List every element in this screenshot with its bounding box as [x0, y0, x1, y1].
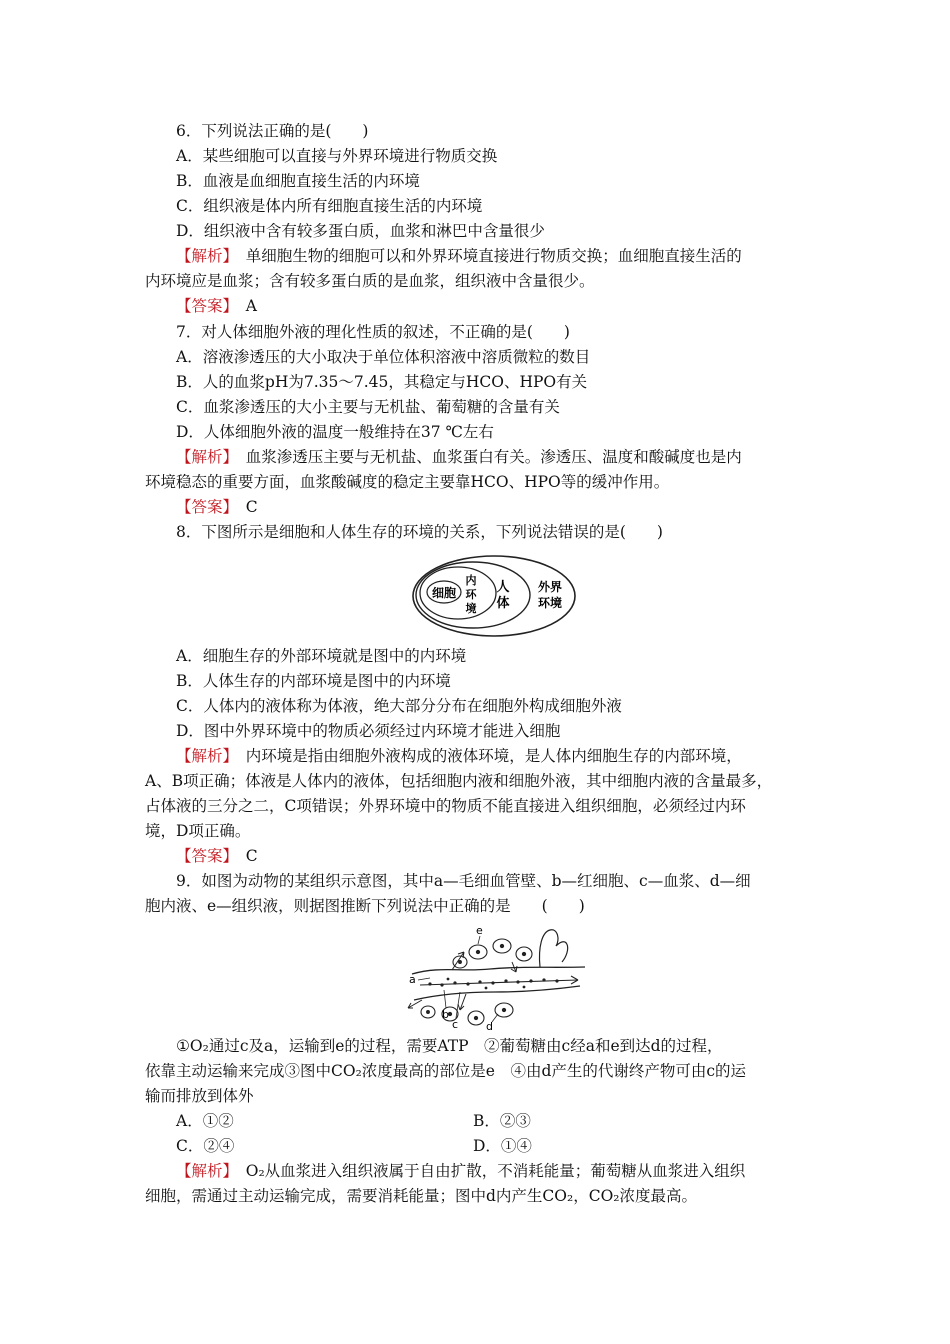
q9-option-b: B．②③: [473, 1112, 531, 1130]
label-d: d: [486, 1020, 493, 1032]
outer-env-label-2: 环境: [537, 596, 563, 610]
q9-statements-line-2: 依靠主动运输来完成③图中CO₂浓度最高的部位是e ④由d产生的代谢终产物可由c的运: [145, 1062, 747, 1080]
answer-value: C: [230, 498, 258, 516]
q7-analysis-line-1: [176, 447, 742, 467]
q7-option-a: A．溶液渗透压的大小取决于单位体积溶液中溶质微粒的数目: [176, 348, 591, 366]
q8-option-b: B．人体生存的内部环境是图中的内环境: [176, 672, 451, 690]
answer-tag: 【答案】: [176, 498, 231, 516]
q7-analysis-line-2: 环境稳态的重要方面，血浆酸碱度的稳定主要靠HCO、HPO等的缓冲作用。: [145, 473, 670, 491]
capillary-wall-lower: [414, 986, 580, 1000]
q6-answer: [176, 296, 257, 316]
answer-tag: 【答案】: [176, 297, 231, 315]
body-label-2: 体: [496, 596, 510, 611]
analysis-text: 内环境是指由细胞外液构成的液体环境，是人体内细胞生存的内部环境，: [230, 747, 742, 765]
q6-analysis-line-1: [176, 246, 742, 266]
answer-value: C: [230, 847, 258, 865]
q7-option-d: D．人体细胞外液的温度一般维持在37 ℃左右: [176, 423, 494, 441]
q7-answer: [176, 497, 258, 517]
q8-stem: 8．下图所示是细胞和人体生存的环境的关系，下列说法错误的是( ): [176, 523, 663, 541]
cell-label: 细胞: [431, 586, 457, 600]
q8-analysis-line-3: 占体液的三分之二，C项错误；外界环境中的物质不能直接进入组织细胞，必须经过内环: [145, 797, 746, 815]
analysis-text: 血浆渗透压主要与无机盐、血浆蛋白有关。渗透压、温度和酸碱度也是内: [230, 448, 742, 466]
analysis-text: O₂从血浆进入组织液属于自由扩散，不消耗能量；葡萄糖从血浆进入组织: [230, 1162, 746, 1180]
capillary-wall-upper: [412, 967, 585, 974]
q8-answer: [176, 846, 258, 866]
q9-option-a: A．①②: [176, 1112, 234, 1130]
q6-option-a: A．某些细胞可以直接与外界环境进行物质交换: [176, 147, 498, 165]
q9-option-c: C．②④: [176, 1137, 235, 1155]
q6-stem: 6．下列说法正确的是( ): [176, 122, 369, 140]
answer-value: A: [230, 297, 257, 315]
blood-flow-arrow: [420, 980, 578, 985]
label-e: e: [476, 924, 483, 937]
body-label-1: 人: [496, 580, 510, 595]
q7-option-b: B．人的血浆pH为7.35～7.45，其稳定与HCO、HPO有关: [176, 373, 588, 391]
q8-analysis-line-4: 境，D项正确。: [145, 822, 251, 840]
q9-stem-line-1: 9．如图为动物的某组织示意图，其中a—毛细血管壁、b—红细胞、c—血浆、d—细: [176, 872, 751, 890]
q7-stem: 7．对人体细胞外液的理化性质的叙述，不正确的是( ): [176, 323, 570, 341]
q6-option-c: C．组织液是体内所有细胞直接生活的内环境: [176, 197, 483, 215]
q9-stem-line-2: 胞内液、e—组织液，则据图推断下列说法中正确的是 ( ): [145, 897, 585, 915]
q6-analysis-line-2: 内环境应是血浆；含有较多蛋白质的是血浆，组织液中含量很少。: [145, 272, 595, 290]
q7-option-c: C．血浆渗透压的大小主要与无机盐、葡萄糖的含量有关: [176, 398, 560, 416]
answer-tag: 【答案】: [176, 847, 231, 865]
label-b: b: [442, 1008, 449, 1021]
fluid-arrow-left: [408, 1000, 422, 1008]
inner-env-label-2: 环: [465, 588, 477, 601]
q8-option-d: D．图中外界环境中的物质必须经过内环境才能进入细胞: [176, 722, 561, 740]
environment-diagram: [410, 553, 580, 639]
q6-option-b: B．血液是血细胞直接生活的内环境: [176, 172, 420, 190]
q8-option-c: C．人体内的液体称为体液，绝大部分分布在细胞外构成细胞外液: [176, 697, 622, 715]
q9-statements-line-3: 输而排放到体外: [145, 1087, 254, 1105]
q8-analysis-line-1: [176, 746, 742, 766]
inner-env-label-1: 内: [465, 574, 477, 587]
q8-analysis-line-2: A、B项正确；体液是人体内的液体，包括细胞内液和细胞外液，其中细胞内液的含量最多，: [145, 772, 773, 790]
analysis-text: 单细胞生物的细胞可以和外界环境直接进行物质交换；血细胞直接生活的: [230, 247, 742, 265]
red-blood-cells: [428, 978, 558, 990]
tissue-diagram: [400, 922, 590, 1032]
q8-option-a: A．细胞生存的外部环境就是图中的内环境: [176, 647, 467, 665]
q6-option-d: D．组织液中含有较多蛋白质，血浆和淋巴中含量很少: [176, 222, 545, 240]
q9-analysis-line-2: 细胞，需通过主动运输完成，需要消耗能量；图中d内产生CO₂，CO₂浓度最高。: [145, 1187, 697, 1205]
outer-env-label-1: 外界: [537, 580, 563, 594]
inner-env-label-3: 境: [465, 602, 477, 615]
q9-analysis-line-1: [176, 1161, 745, 1181]
q9-option-d: D．①④: [473, 1137, 532, 1155]
label-a: a: [409, 973, 416, 986]
analysis-tag: 【解析】: [176, 448, 231, 466]
analysis-tag: 【解析】: [176, 747, 231, 765]
analysis-tag: 【解析】: [176, 247, 231, 265]
lymph-capillary: [539, 930, 567, 967]
label-c: c: [452, 1018, 459, 1031]
q9-statements-line-1: ①O₂通过c及a，运输到e的过程，需要ATP ②葡萄糖由c经a和e到达d的过程，: [176, 1037, 723, 1055]
analysis-tag: 【解析】: [176, 1162, 231, 1180]
